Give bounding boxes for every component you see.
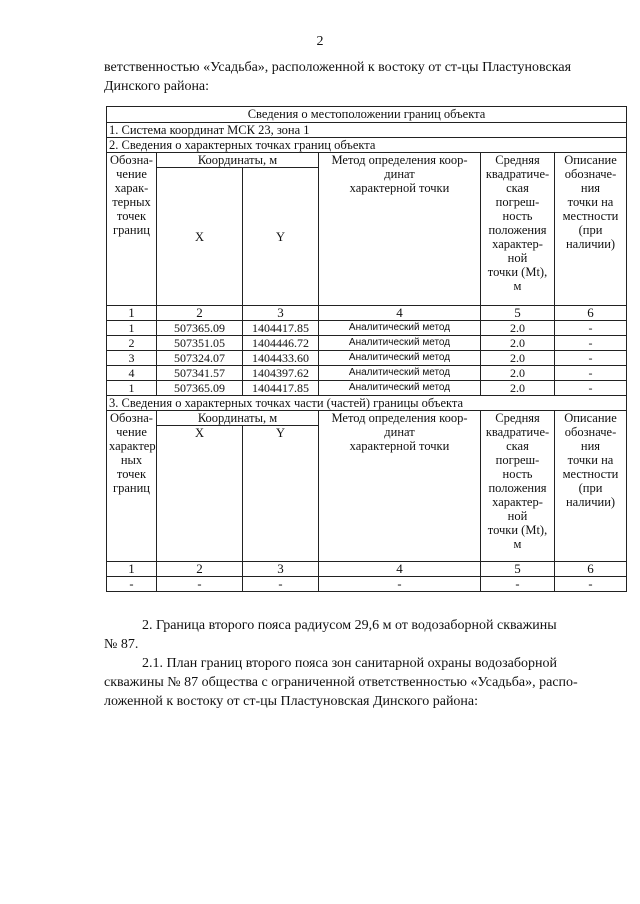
paragraph-line: 2.1. План границ второго пояса зон санитарной охраны водозаборной [142, 656, 557, 671]
description-cell: - [555, 336, 627, 351]
header-designation: Обозна- чение харак- терных точек границ [107, 153, 157, 306]
table-row [107, 351, 627, 366]
header2-x: X [157, 426, 243, 562]
empty-cell: - [107, 577, 157, 592]
coord-x: 507365.09 [157, 381, 243, 396]
column-numbers-row [107, 562, 627, 577]
paragraph-2-1 [104, 654, 626, 711]
column-number: 6 [555, 306, 627, 321]
paragraph-line: 2. Граница второго пояса радиусом 29,6 м от водозаборной скважины [142, 618, 557, 633]
column-number: 6 [555, 562, 627, 577]
section-boundary-points: 2. Сведения о характерных точках границ объекта [107, 138, 627, 153]
empty-cell: - [319, 577, 481, 592]
point-number: 4 [107, 366, 157, 381]
intro-paragraph [104, 58, 626, 96]
column-number: 5 [481, 562, 555, 577]
coord-x: 507351.05 [157, 336, 243, 351]
header2-designation: Обозна- чение характер ных точек границ [107, 411, 157, 562]
empty-cell: - [157, 577, 243, 592]
header2-error: Средняя квадратиче- ская погреш- ность положения характер- ной точки (Mt), м [481, 411, 555, 562]
header2-description: Описание обозначе- ния точки на местности (при наличии) [555, 411, 627, 562]
boundary-table [106, 106, 627, 592]
point-number: 1 [107, 321, 157, 336]
table-row [107, 336, 627, 351]
empty-cell: - [555, 577, 627, 592]
table-title: Сведения о местоположении границ объекта [107, 107, 627, 123]
error-cell: 2.0 [481, 366, 555, 381]
description-cell: - [555, 321, 627, 336]
method-cell: Аналитический метод [319, 366, 481, 381]
header-x: X [157, 168, 243, 306]
header2-y: Y [243, 426, 319, 562]
paragraph-line: № 87. [104, 637, 139, 652]
column-number: 4 [319, 306, 481, 321]
point-number: 3 [107, 351, 157, 366]
coord-y: 1404397.62 [243, 366, 319, 381]
column-number: 3 [243, 306, 319, 321]
coord-y: 1404417.85 [243, 321, 319, 336]
column-number: 2 [157, 562, 243, 577]
header-error: Средняя квадратиче- ская погреш- ность положения характер- ной точки (Mt), м [481, 153, 555, 306]
coord-y: 1404446.72 [243, 336, 319, 351]
header2-coordinates: Координаты, м [157, 411, 319, 426]
section-coordinate-system: 1. Система координат МСК 23, зона 1 [107, 123, 627, 138]
table-row [107, 366, 627, 381]
intro-line: ветственностью «Усадьба», расположенной к востоку от ст-цы Пластуновская [104, 60, 572, 75]
description-cell: - [555, 381, 627, 396]
header-coordinates: Координаты, м [157, 153, 319, 168]
coord-x: 507324.07 [157, 351, 243, 366]
header-y: Y [243, 168, 319, 306]
coord-y: 1404433.60 [243, 351, 319, 366]
header2-method: Метод определения коор- динат характерной точки [319, 411, 481, 562]
paragraph-line: ложенной к востоку от ст-цы Пластуновская Динского района: [104, 694, 479, 709]
paragraph-2 [104, 616, 626, 654]
section-part-boundary-points: 3. Сведения о характерных точках части (частей) границы объекта [107, 396, 627, 411]
page-number: 2 [316, 34, 324, 49]
empty-cell: - [481, 577, 555, 592]
column-number: 5 [481, 306, 555, 321]
method-cell: Аналитический метод [319, 336, 481, 351]
intro-line: Динского района: [104, 79, 210, 94]
column-number: 3 [243, 562, 319, 577]
table-row [107, 577, 627, 592]
method-cell: Аналитический метод [319, 321, 481, 336]
table-row [107, 381, 627, 396]
point-number: 2 [107, 336, 157, 351]
paragraph-line: скважины № 87 общества с ограниченной ответственностью «Усадьба», распо- [104, 675, 578, 690]
column-number: 2 [157, 306, 243, 321]
column-numbers-row [107, 306, 627, 321]
method-cell: Аналитический метод [319, 381, 481, 396]
point-number: 1 [107, 381, 157, 396]
coord-y: 1404417.85 [243, 381, 319, 396]
error-cell: 2.0 [481, 336, 555, 351]
error-cell: 2.0 [481, 381, 555, 396]
column-number: 1 [107, 562, 157, 577]
coord-x: 507365.09 [157, 321, 243, 336]
error-cell: 2.0 [481, 321, 555, 336]
description-cell: - [555, 366, 627, 381]
coord-x: 507341.57 [157, 366, 243, 381]
header-method: Метод определения коор- динат характерной точки [319, 153, 481, 306]
method-cell: Аналитический метод [319, 351, 481, 366]
table-row [107, 321, 627, 336]
error-cell: 2.0 [481, 351, 555, 366]
column-number: 4 [319, 562, 481, 577]
description-cell: - [555, 351, 627, 366]
header-description: Описание обозначе- ния точки на местности (при наличии) [555, 153, 627, 306]
empty-cell: - [243, 577, 319, 592]
column-number: 1 [107, 306, 157, 321]
